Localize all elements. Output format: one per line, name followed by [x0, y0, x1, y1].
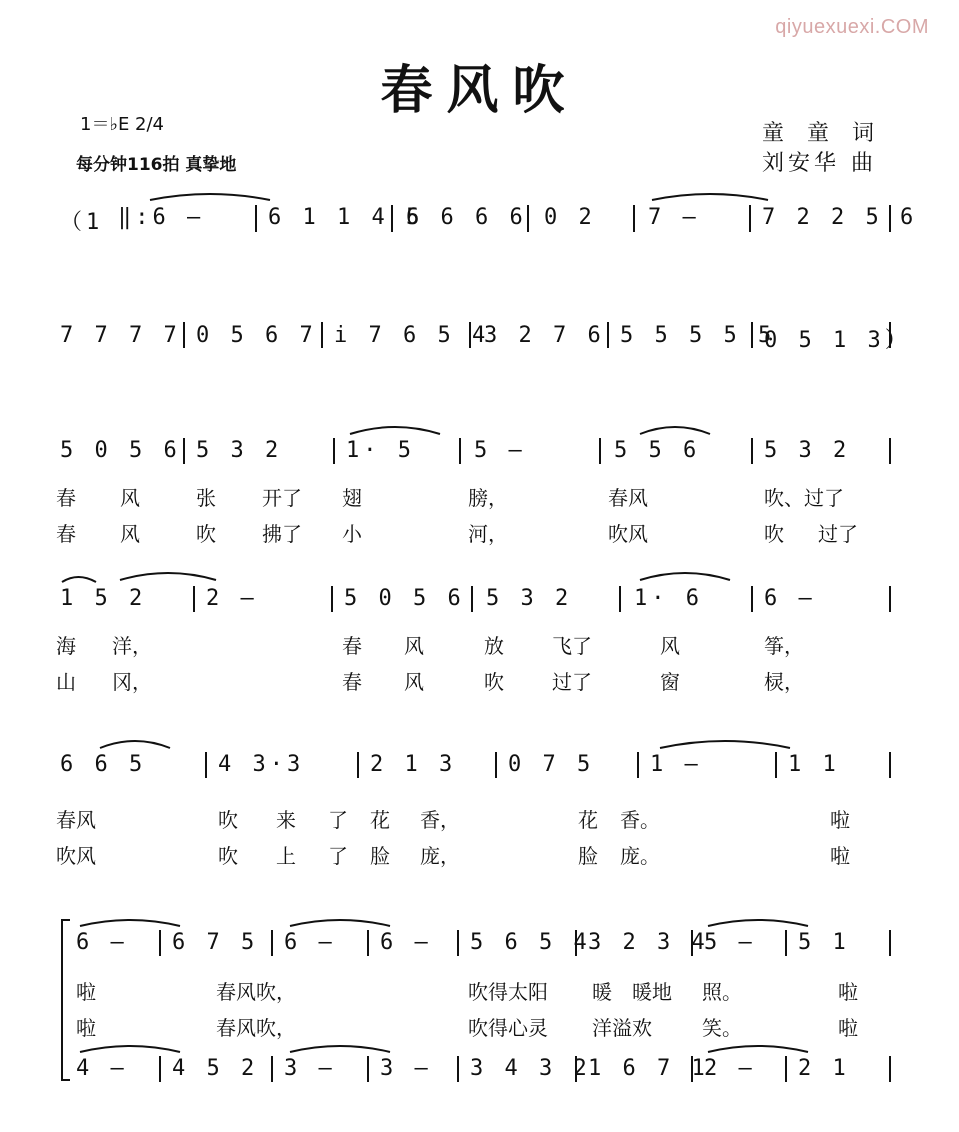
tie: [80, 1046, 180, 1052]
measure: 1 1: [788, 752, 840, 777]
lyric: 庞，: [420, 844, 460, 868]
measure: 5 5 6: [614, 438, 701, 463]
lyric: 膀，: [468, 486, 508, 510]
lyric: 洋溢欢: [592, 1016, 652, 1040]
measure: 2 1 3: [370, 752, 457, 777]
lyric: 春: [56, 486, 76, 510]
measure: 6 6 5: [60, 752, 147, 777]
lyric: 风: [120, 522, 140, 546]
song-title: 春风吹: [380, 61, 579, 121]
lyric: 脸: [370, 844, 390, 868]
lyric: 吹: [196, 522, 216, 546]
lyric: 吹: [218, 808, 238, 832]
lyric: 飞了: [552, 634, 592, 658]
system-bracket: [62, 920, 70, 1080]
measure: 7 7 7 7: [60, 323, 181, 348]
lyric: 过了: [818, 522, 858, 546]
measure: i 7 6 5 4: [334, 323, 490, 348]
tie: [80, 920, 180, 926]
measure: 4 5 2: [172, 1056, 259, 1081]
lyric: 了: [328, 808, 348, 832]
measure: 7 2 2 5 6: [762, 205, 918, 230]
tie: [640, 427, 710, 434]
tie: [150, 194, 270, 200]
measure: 7 –: [648, 205, 700, 230]
lyric: 山: [56, 670, 76, 694]
measure: 5 6 5 4: [470, 930, 591, 955]
measure: 1· 5: [346, 438, 415, 463]
lyric: 上: [276, 844, 296, 868]
lyric: 春: [342, 670, 362, 694]
measure: 5 3 2: [196, 438, 283, 463]
measure: 6 –: [284, 930, 336, 955]
lyric: 花: [370, 808, 390, 832]
measure: 2 1: [798, 1056, 850, 1081]
tie: [640, 573, 730, 580]
lyric: 风: [120, 486, 140, 510]
tie: [708, 920, 808, 926]
lyric: 翅: [342, 486, 362, 510]
lyric: 棂，: [764, 670, 804, 694]
lyric: 吹: [764, 522, 784, 546]
measure: 3 2 7 6: [484, 323, 605, 348]
measure: 1 –: [650, 752, 702, 777]
lyric: 春风: [608, 486, 648, 510]
measure: ‖:6 –: [118, 205, 205, 230]
measure: 1 5 2: [60, 586, 147, 611]
lyric: 笑。: [702, 1016, 742, 1040]
lyric: 脸: [578, 844, 598, 868]
key-signature: 1＝♭E 2/4: [80, 114, 165, 135]
lyric: 啦: [838, 1016, 858, 1040]
tempo-marking: 每分钟116拍 真挚地: [76, 155, 237, 175]
lyric: 放: [484, 634, 504, 658]
lyric: 吹得太阳: [468, 980, 548, 1004]
lyric: 啦: [830, 844, 850, 868]
tie: [120, 573, 216, 580]
lyric: 春风吹，: [216, 980, 296, 1004]
lyric: 河，: [468, 522, 508, 546]
measure: （1: [60, 210, 104, 235]
lyric: 吹、过了: [764, 486, 844, 510]
measure: 0 5 6 7: [196, 323, 317, 348]
measure: 6 1 1 4 5: [268, 205, 424, 230]
composer-credit: 刘安华 曲: [762, 151, 877, 176]
measure: 5 1: [798, 930, 850, 955]
lyric: 洋，: [112, 634, 152, 658]
measure: 3 2 3 4: [588, 930, 709, 955]
lyric: 暖: [592, 980, 612, 1004]
tie: [350, 427, 440, 434]
lyric: 香，: [420, 808, 460, 832]
lyric: 了: [328, 844, 348, 868]
lyric: 张: [196, 486, 216, 510]
tie: [290, 1046, 390, 1052]
lyric: 香。: [620, 808, 660, 832]
measure: 6 7 5: [172, 930, 259, 955]
measure: 6 –: [764, 586, 816, 611]
tie: [708, 1046, 808, 1052]
lyricist-credit: 童 童 词: [762, 121, 882, 146]
measure: 2 –: [704, 1056, 756, 1081]
tie: [652, 194, 768, 200]
lyric: 吹得心灵: [468, 1016, 548, 1040]
lyric: 来: [276, 808, 296, 832]
tie: [290, 920, 390, 926]
measure: 1 6 7 1: [588, 1056, 709, 1081]
measure: 1· 6: [634, 586, 703, 611]
slur: [62, 577, 96, 582]
measure: 3 –: [284, 1056, 336, 1081]
lyric: 过了: [552, 670, 592, 694]
lyric: 风: [404, 670, 424, 694]
measure: 3 4 3 2: [470, 1056, 591, 1081]
measure: 0 5 1 3）: [764, 328, 911, 353]
measure: 2 –: [206, 586, 258, 611]
lyric: 拂了: [262, 522, 302, 546]
lyric: 筝，: [764, 634, 804, 658]
measure: 6 –: [76, 930, 128, 955]
measure: 3 –: [380, 1056, 432, 1081]
measure: 5 3 2: [486, 586, 573, 611]
lyric: 暖地: [632, 980, 672, 1004]
lyric: 冈，: [112, 670, 152, 694]
lyric: 啦: [76, 1016, 96, 1040]
tie: [100, 741, 170, 748]
measure: 0 7 5: [508, 752, 595, 777]
lyric: 吹风: [608, 522, 648, 546]
measure: 0 2: [544, 205, 596, 230]
lyric: 春: [342, 634, 362, 658]
measure: 5 –: [704, 930, 756, 955]
lyric: 啦: [830, 808, 850, 832]
lyric: 海: [56, 634, 76, 658]
lyric: 小: [342, 522, 362, 546]
measure: 5 5 5 5 5: [620, 323, 776, 348]
lyric: 吹风: [56, 844, 96, 868]
lyric: 春风: [56, 808, 96, 832]
measure: 5 0 5 6: [344, 586, 465, 611]
lyric: 啦: [838, 980, 858, 1004]
lyric: 风: [660, 634, 680, 658]
lyric: 风: [404, 634, 424, 658]
lyric: 春风吹，: [216, 1016, 296, 1040]
lyric: 窗: [660, 670, 680, 694]
measure: 5 3 2: [764, 438, 851, 463]
measure: 4 –: [76, 1056, 128, 1081]
measure: 6 6 6 6: [406, 205, 527, 230]
lyric: 吹: [484, 670, 504, 694]
measure: 6 –: [380, 930, 432, 955]
lyric: 照。: [702, 980, 742, 1004]
lyric: 开了: [262, 486, 302, 510]
lyric: 啦: [76, 980, 96, 1004]
lyric: 春: [56, 522, 76, 546]
lyric: 庞。: [620, 844, 660, 868]
lyric: 吹: [218, 844, 238, 868]
lyric: 花: [578, 808, 598, 832]
measure: 4 3·3: [218, 752, 305, 777]
measure: 5 –: [474, 438, 526, 463]
measure: 5 0 5 6: [60, 438, 181, 463]
tie: [660, 741, 790, 748]
watermark: qiyuexuexi.COM: [775, 16, 929, 38]
